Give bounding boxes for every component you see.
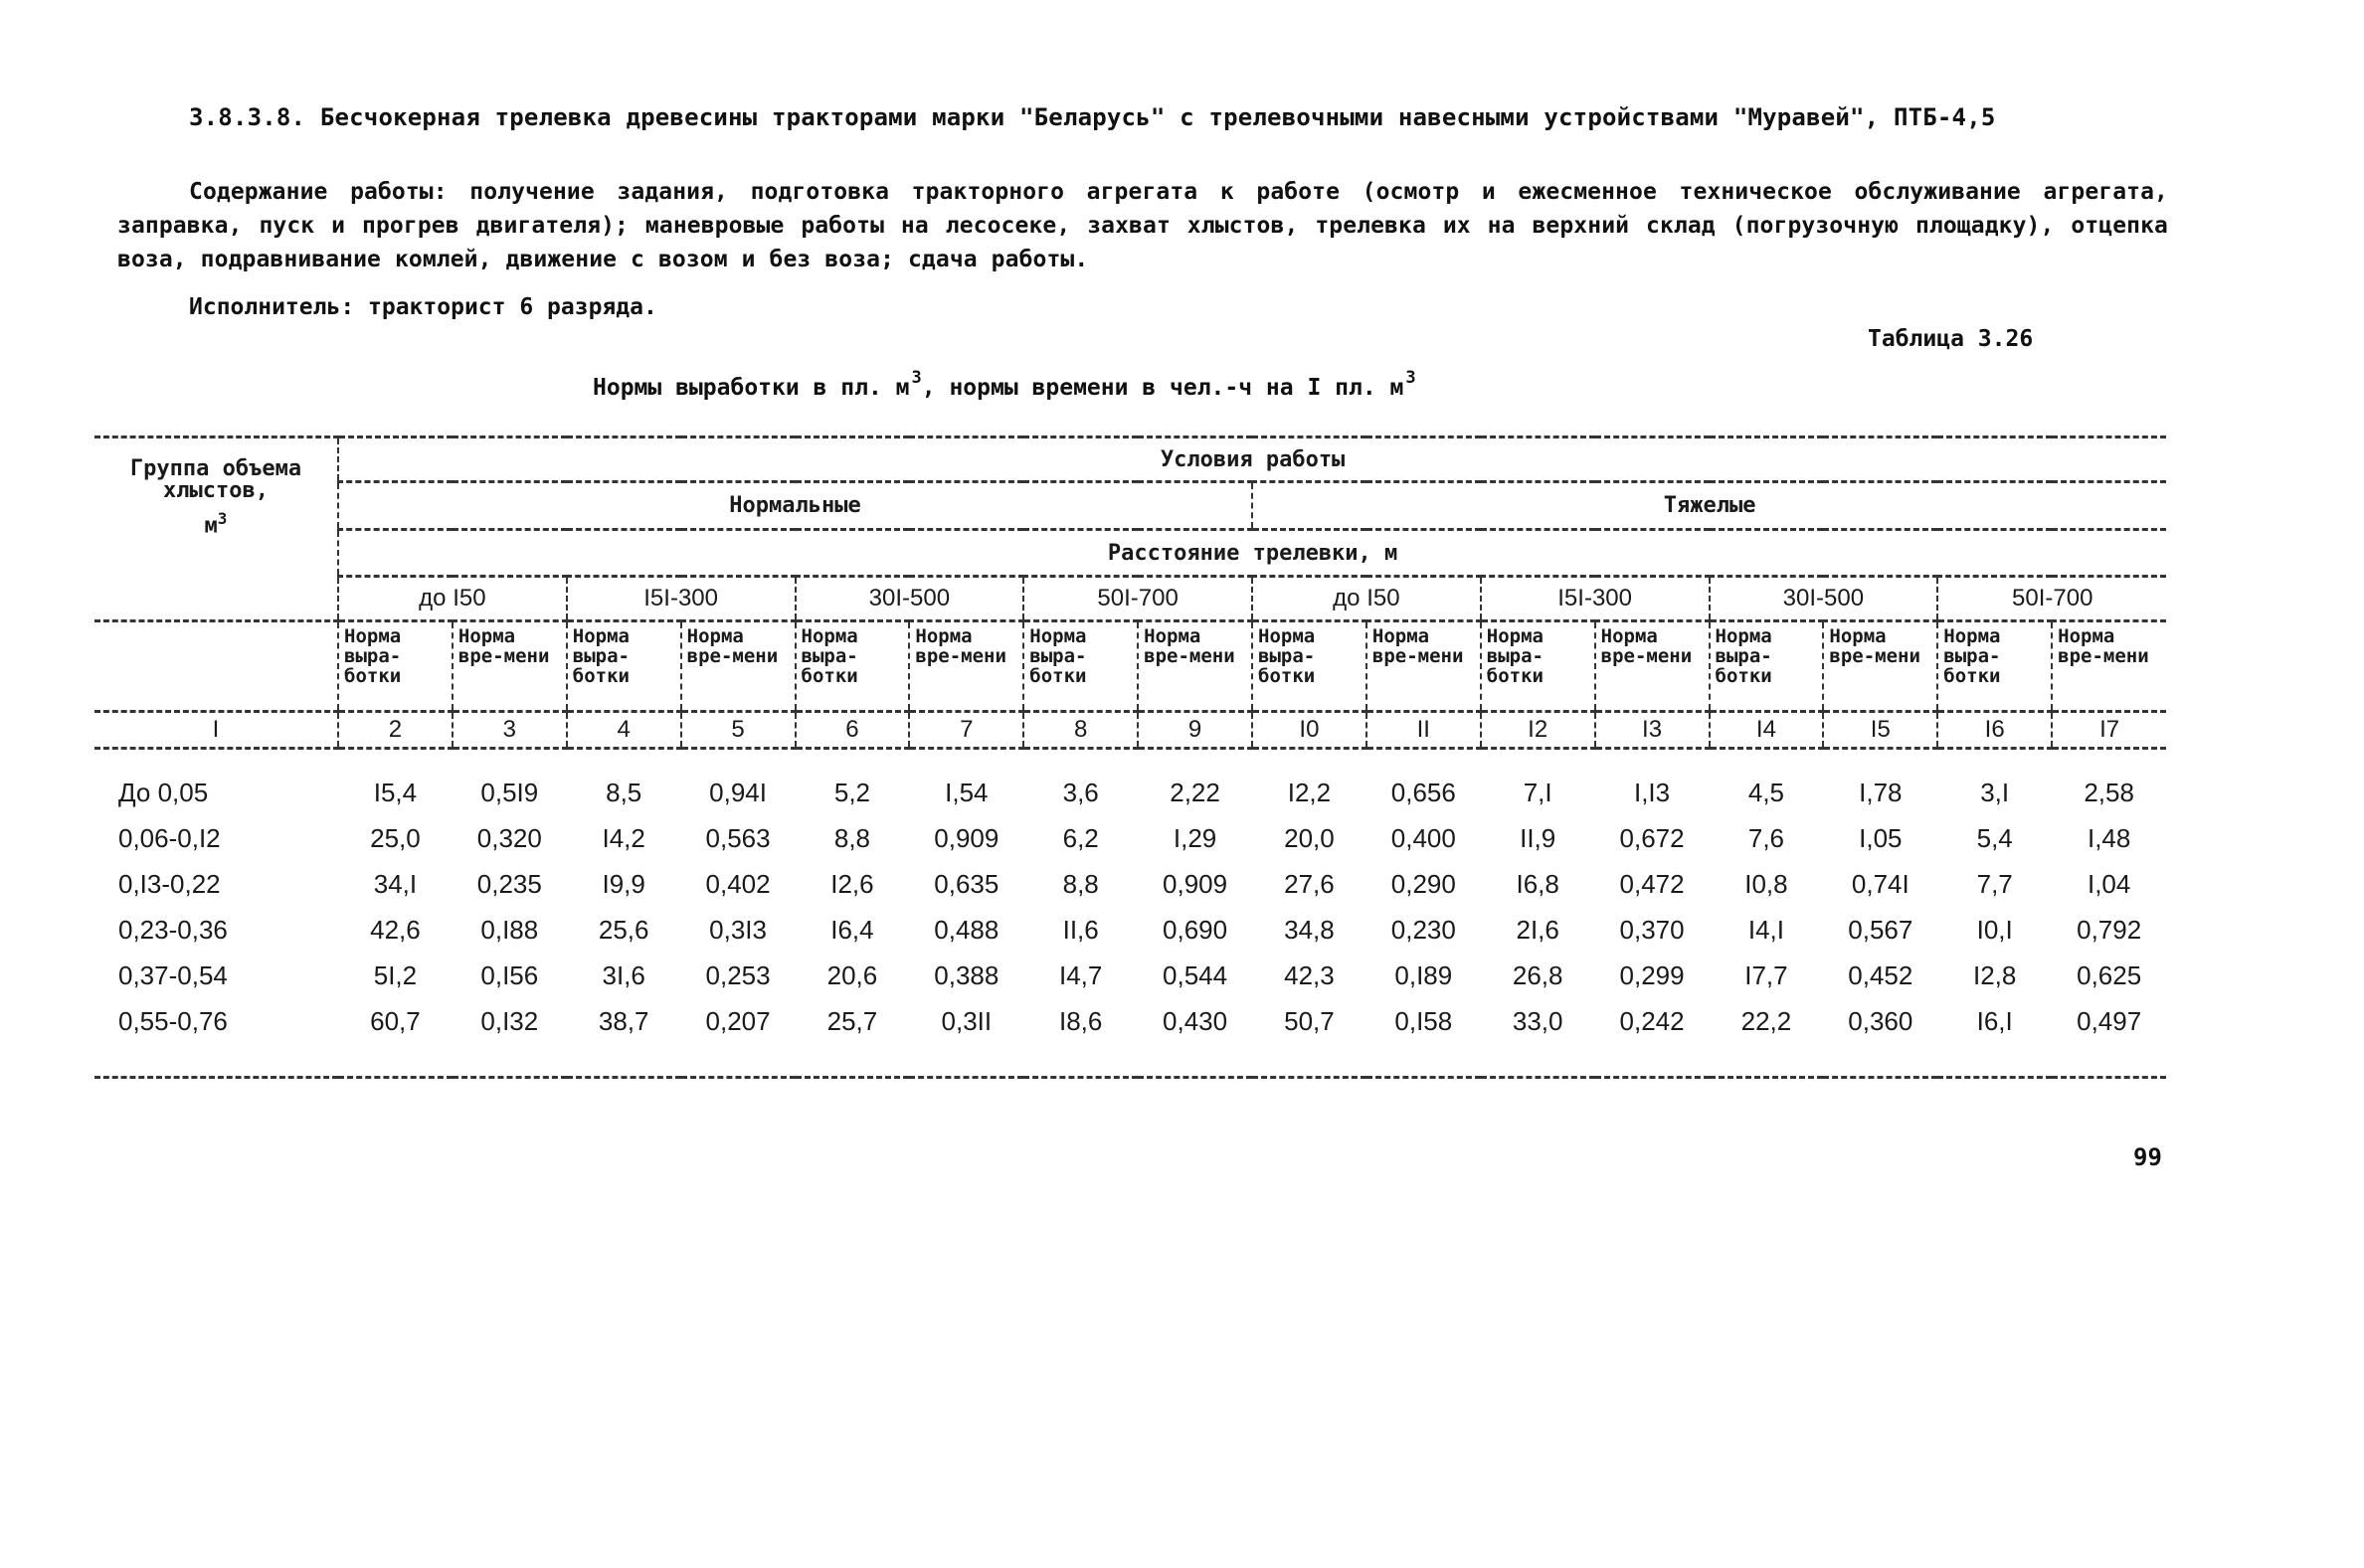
norm-value-cell: 0,497 — [2077, 1005, 2142, 1036]
norm-value-cell: 20,6 — [826, 959, 878, 990]
norm-value-cell: 4,5 — [1747, 777, 1785, 807]
volume-group-cell: 0,06-0,I2 — [118, 822, 221, 853]
column-number: 4 — [567, 712, 681, 749]
norm-value-cell: 0,360 — [1848, 1005, 1913, 1036]
norms-table — [94, 436, 2166, 1079]
volume-group-cell: 0,37-0,54 — [118, 959, 228, 990]
norm-value-cell: I,54 — [945, 777, 989, 807]
norm-value-cell: 7,6 — [1747, 822, 1785, 853]
norm-value-cell: 0,563 — [705, 822, 771, 853]
conditions-header: Условия работы — [338, 437, 2166, 482]
norm-value-cell: 8,5 — [606, 777, 642, 807]
norm-value-cell: 0,253 — [705, 959, 771, 990]
norm-value-cell: 0,I58 — [1394, 1005, 1453, 1036]
norm-value-cell: I4,I — [1747, 914, 1784, 945]
volume-group-cell: 0,55-0,76 — [118, 1005, 228, 1036]
column-number: 6 — [796, 712, 910, 749]
group-label-spacer — [94, 621, 338, 712]
column-number: I2 — [1481, 712, 1595, 749]
distance-range-header: 50I-700 — [1023, 577, 1252, 621]
norm-value-cell: 0,235 — [476, 868, 542, 899]
table-number: Таблица 3.26 — [1868, 326, 2034, 352]
norm-value-cell: 25,7 — [826, 1005, 878, 1036]
page-number: 99 — [2133, 1143, 2162, 1171]
norm-value-cell: 3I,6 — [602, 959, 645, 990]
volume-group-cell: До 0,05 — [118, 777, 209, 807]
norm-value-cell: 0,656 — [1390, 777, 1456, 807]
norm-value-cell: 0,290 — [1390, 868, 1456, 899]
heavy-conditions-header: Тяжелые — [1252, 482, 2166, 530]
table-row — [94, 998, 2166, 1044]
distance-header: Расстояние трелевки, м — [338, 530, 2166, 577]
column-number: I4 — [1710, 712, 1824, 749]
table-row — [94, 907, 2166, 953]
norms-table-container — [94, 436, 2166, 1079]
norm-value-cell: I,78 — [1859, 777, 1903, 807]
norm-value-cell: 34,I — [373, 868, 418, 899]
norm-value-cell: I4,2 — [602, 822, 645, 853]
output-norm-label: Норма выра-ботки — [1937, 621, 2052, 712]
norm-value-cell: 0,299 — [1619, 959, 1685, 990]
norm-value-cell: 0,I89 — [1394, 959, 1453, 990]
norm-value-cell: I7,7 — [1744, 959, 1788, 990]
norm-value-cell: I2,2 — [1287, 777, 1332, 807]
table-caption — [593, 368, 1416, 401]
norm-value-cell: 33,0 — [1512, 1005, 1563, 1036]
norm-value-cell: 0,544 — [1163, 959, 1228, 990]
norm-value-cell: 26,8 — [1512, 959, 1563, 990]
norm-value-cell: 0,567 — [1848, 914, 1913, 945]
norm-value-cell: I6,8 — [1516, 868, 1559, 899]
norm-value-cell: 60,7 — [370, 1005, 421, 1036]
time-norm-label: Норма вре-мени — [1595, 621, 1710, 712]
norm-value-cell: 0,242 — [1619, 1005, 1685, 1036]
norm-value-cell: I,I3 — [1633, 777, 1671, 807]
norm-value-cell: 0,207 — [705, 1005, 771, 1036]
column-number: 2 — [338, 712, 453, 749]
time-norm-label: Норма вре-мени — [2052, 621, 2166, 712]
norm-value-cell: 25,0 — [370, 822, 421, 853]
norm-value-cell: 0,74I — [1851, 868, 1909, 899]
distance-range-header: I5I-300 — [567, 577, 796, 621]
norm-value-cell: I,29 — [1173, 822, 1217, 853]
output-norm-label: Норма выра-ботки — [338, 621, 453, 712]
norm-value-cell: 8,8 — [1062, 868, 1099, 899]
column-number: I — [94, 712, 338, 749]
norm-value-cell: 0,320 — [476, 822, 542, 853]
norm-value-cell: 0,488 — [934, 914, 1000, 945]
time-norm-label: Норма вре-мени — [1138, 621, 1252, 712]
distance-range-header: 30I-500 — [1710, 577, 1938, 621]
volume-group-cell: 0,I3-0,22 — [118, 868, 221, 899]
norm-value-cell: 2,58 — [2084, 777, 2134, 807]
norm-value-cell: II,9 — [1520, 822, 1556, 853]
column-number: 7 — [909, 712, 1023, 749]
norm-value-cell: I0,I — [1976, 914, 2013, 945]
norm-value-cell: 0,792 — [2077, 914, 2142, 945]
table-row — [94, 861, 2166, 907]
norm-value-cell: 20,0 — [1284, 822, 1335, 853]
norm-value-cell: 0,909 — [934, 822, 1000, 853]
time-norm-label: Норма вре-мени — [1366, 621, 1481, 712]
column-number: 8 — [1023, 712, 1138, 749]
caption-sup-1: 3 — [911, 368, 922, 388]
distance-range-header: I5I-300 — [1481, 577, 1710, 621]
table-bottom-rule — [94, 1044, 2166, 1078]
norm-value-cell: 0,909 — [1163, 868, 1228, 899]
output-norm-label: Норма выра-ботки — [1481, 621, 1595, 712]
norm-value-cell: 0,I56 — [480, 959, 539, 990]
norm-value-cell: 0,3II — [941, 1005, 993, 1036]
norm-value-cell: I5,4 — [373, 777, 418, 807]
norm-value-cell: 3,I — [1980, 777, 2010, 807]
norm-value-cell: 8,8 — [833, 822, 871, 853]
norm-value-cell: 0,690 — [1163, 914, 1228, 945]
executor-line: Исполнитель: тракторист 6 разряда. — [189, 294, 657, 320]
norm-value-cell: 2,22 — [1170, 777, 1220, 807]
output-norm-label: Норма выра-ботки — [567, 621, 681, 712]
norm-value-cell: I,48 — [2087, 822, 2131, 853]
time-norm-label: Норма вре-мени — [681, 621, 796, 712]
norm-value-cell: 6,2 — [1062, 822, 1099, 853]
norm-value-cell: 38,7 — [598, 1005, 649, 1036]
output-norm-label: Норма выра-ботки — [1023, 621, 1138, 712]
distance-range-header: до I50 — [338, 577, 567, 621]
norm-value-cell: 0,94I — [709, 777, 767, 807]
norm-value-cell: 0,230 — [1390, 914, 1456, 945]
norm-value-cell: 5,2 — [833, 777, 871, 807]
output-norm-label: Норма выра-ботки — [1710, 621, 1824, 712]
norm-value-cell: 5,4 — [1976, 822, 2013, 853]
output-norm-label: Норма выра-ботки — [1252, 621, 1366, 712]
column-number: II — [1366, 712, 1481, 749]
norm-value-cell: 42,3 — [1284, 959, 1335, 990]
norm-value-cell: 0,402 — [705, 868, 771, 899]
table-row — [94, 749, 2166, 816]
norm-value-cell: I2,8 — [1973, 959, 2017, 990]
norm-value-cell: 27,6 — [1284, 868, 1335, 899]
norm-value-cell: 3,6 — [1062, 777, 1099, 807]
norm-value-cell: 22,2 — [1740, 1005, 1792, 1036]
column-number: I5 — [1823, 712, 1937, 749]
norm-value-cell: I0,8 — [1744, 868, 1788, 899]
norm-value-cell: I4,7 — [1059, 959, 1103, 990]
norm-value-cell: 0,430 — [1163, 1005, 1228, 1036]
norm-value-cell: I6,I — [1976, 1005, 2013, 1036]
group-header-unit-sup: 3 — [217, 509, 228, 528]
norm-value-cell: 42,6 — [370, 914, 421, 945]
normal-conditions-header: Нормальные — [338, 482, 1252, 530]
norm-value-cell: 0,5I9 — [480, 777, 539, 807]
norm-value-cell: 34,8 — [1284, 914, 1335, 945]
norm-value-cell: 0,I32 — [480, 1005, 539, 1036]
column-number: 5 — [681, 712, 796, 749]
caption-part-2: , нормы времени в чел.-ч на I пл. м — [921, 375, 1404, 401]
distance-range-header: до I50 — [1252, 577, 1481, 621]
norm-value-cell: 2I,6 — [1516, 914, 1559, 945]
output-norm-label: Норма выра-ботки — [796, 621, 910, 712]
norm-value-cell: 0,452 — [1848, 959, 1913, 990]
norm-value-cell: 0,400 — [1390, 822, 1456, 853]
norm-value-cell: 0,370 — [1619, 914, 1685, 945]
norm-value-cell: 0,672 — [1619, 822, 1685, 853]
norm-value-cell: 25,6 — [598, 914, 649, 945]
norm-value-cell: 50,7 — [1284, 1005, 1335, 1036]
norm-value-cell: 7,I — [1523, 777, 1552, 807]
time-norm-label: Норма вре-мени — [453, 621, 567, 712]
column-number: 9 — [1138, 712, 1252, 749]
distance-range-header: 30I-500 — [796, 577, 1024, 621]
distance-range-header: 50I-700 — [1937, 577, 2166, 621]
column-number: I3 — [1595, 712, 1710, 749]
norm-value-cell: 0,I88 — [480, 914, 539, 945]
norm-value-cell: I,05 — [1859, 822, 1903, 853]
norm-value-cell: I9,9 — [602, 868, 645, 899]
norm-value-cell: 5I,2 — [373, 959, 418, 990]
section-heading: 3.8.3.8. Бесчокерная трелевка древесины тракторами марки "Беларусь" с трелевочными навесными устройствами "Муравей", ПТБ-4,5 — [189, 103, 1996, 131]
norm-value-cell: 0,625 — [2077, 959, 2142, 990]
caption-part-1: Нормы выработки в пл. м — [593, 375, 910, 401]
norm-value-cell: 0,3I3 — [709, 914, 767, 945]
column-number: 3 — [453, 712, 567, 749]
norm-value-cell: I,04 — [2087, 868, 2131, 899]
group-header-unit: $м^3$ — [204, 509, 228, 539]
table-row — [94, 953, 2166, 998]
caption-sup-2: 3 — [1405, 368, 1416, 388]
work-content-paragraph: Содержание работы: получение задания, подготовка тракторного агрегата к работе (осмотр и ежесменное техническое обслуживание агрегата, заправка, пуск и прогрев двигателя); маневровые работы на лесосеке, захват хлыстов, трелевка их на верхний склад (погрузочную площадку), отцепка воза, подравнивание комлей, движение с возом и без воза; сдача работы. — [117, 179, 2168, 272]
norm-value-cell: II,6 — [1062, 914, 1099, 945]
norm-value-cell: 0,472 — [1619, 868, 1685, 899]
column-number: I7 — [2052, 712, 2166, 749]
norm-value-cell: I8,6 — [1059, 1005, 1103, 1036]
norm-value-cell: I6,4 — [830, 914, 874, 945]
norm-value-cell: 0,635 — [934, 868, 1000, 899]
norm-value-cell: 0,388 — [934, 959, 1000, 990]
column-number: I0 — [1252, 712, 1366, 749]
volume-group-cell: 0,23-0,36 — [118, 914, 228, 945]
table-row — [94, 815, 2166, 861]
norm-value-cell: I2,6 — [830, 868, 874, 899]
time-norm-label: Норма вре-мени — [909, 621, 1023, 712]
time-norm-label: Норма вре-мени — [1823, 621, 1937, 712]
group-header-text: Группа объема хлыстов, — [129, 456, 302, 503]
group-header-cell — [94, 437, 338, 621]
column-number: I6 — [1937, 712, 2052, 749]
norm-value-cell: 7,7 — [1976, 868, 2013, 899]
